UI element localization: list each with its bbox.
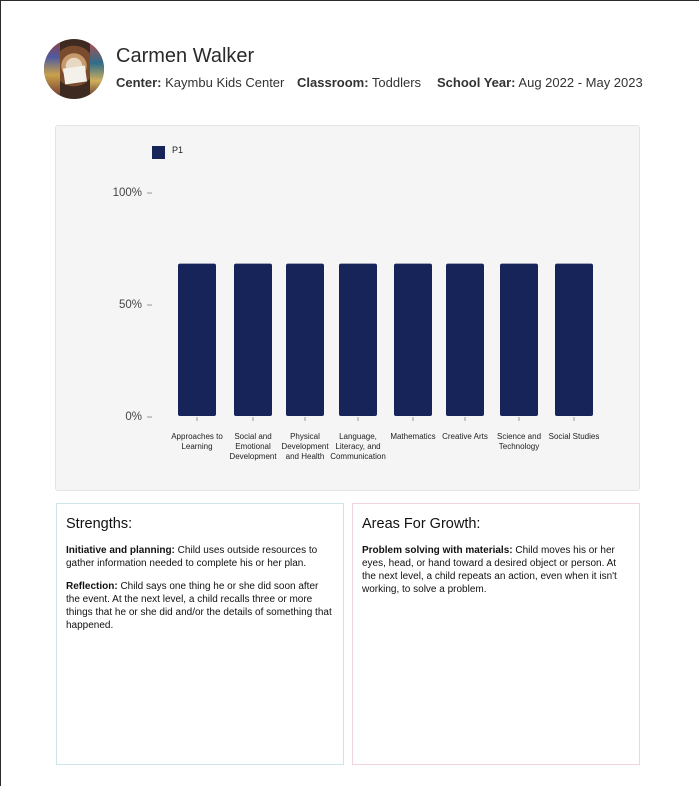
x-tick-label: Communication — [330, 452, 386, 461]
avatar — [44, 39, 104, 99]
bar — [555, 264, 593, 416]
x-tick-label: Development — [229, 452, 277, 461]
center-value: Kaymbu Kids Center — [165, 75, 285, 90]
student-name: Carmen Walker — [116, 45, 255, 67]
x-tick-label: Technology — [498, 442, 540, 451]
x-tick-label: Literacy, and — [335, 442, 381, 451]
x-tick-label: Emotional — [235, 442, 271, 451]
classroom-value: Toddlers — [371, 75, 422, 90]
areas-for-growth-card — [352, 503, 640, 765]
bar — [500, 264, 538, 416]
bar — [446, 264, 484, 416]
progress-chart-card — [55, 125, 640, 491]
growth-title: Areas For Growth: — [362, 516, 481, 532]
strength-item-text: Child says one thing he or she did soon after the event. At the next level, a child recalls three or more things that he or she did and/or the details of something that happened. — [66, 581, 332, 631]
legend-swatch — [152, 146, 165, 159]
classroom-label: Classroom: — [297, 75, 369, 90]
x-tick-label: Learning — [181, 442, 213, 451]
bar — [178, 264, 216, 416]
y-tick-label: 100% — [112, 187, 142, 199]
legend-label: P1 — [172, 145, 184, 155]
student-header — [44, 39, 684, 101]
bar — [339, 264, 377, 416]
bar — [394, 264, 432, 416]
x-tick-label: Development — [281, 442, 329, 451]
x-tick-label: Creative Arts — [442, 432, 488, 441]
school-year-value: Aug 2022 - May 2023 — [518, 75, 643, 90]
x-tick-label: Science and — [496, 432, 542, 441]
x-tick-label: Social and — [234, 432, 272, 441]
y-tick-label: 50% — [118, 299, 142, 311]
strength-item-text: Child uses outside resources to gather information needed to complete his or her plan. — [66, 545, 318, 569]
progress-bar-chart — [56, 126, 641, 492]
strength-item-label: Initiative and planning: — [66, 545, 175, 556]
y-tick-label: 0% — [125, 411, 142, 423]
center-info — [116, 75, 284, 90]
x-tick-label: Approaches to — [171, 432, 223, 441]
school-year-label: School Year: — [437, 75, 516, 90]
strength-item — [66, 580, 334, 632]
bar — [286, 264, 324, 416]
school-year-info — [437, 75, 643, 90]
strengths-title: Strengths: — [66, 516, 133, 532]
classroom-info — [297, 75, 421, 90]
growth-item — [362, 544, 630, 596]
x-tick-label: Mathematics — [390, 432, 436, 441]
x-tick-label: and Health — [285, 452, 325, 461]
strength-item — [66, 544, 334, 570]
strength-item-label: Reflection: — [66, 581, 118, 592]
x-tick-label: Social Studies — [548, 432, 600, 441]
center-label: Center: — [116, 75, 162, 90]
growth-item-text: Child moves his or her eyes, head, or hand toward a desired object or person. At the next level, a child repeats an action, even when it isn't working, to solve a problem. — [362, 545, 617, 595]
x-tick-label: Physical — [290, 432, 320, 441]
x-tick-label: Language, — [339, 432, 377, 441]
strengths-card — [56, 503, 344, 765]
growth-item-label: Problem solving with materials: — [362, 545, 513, 556]
bar — [234, 264, 272, 416]
